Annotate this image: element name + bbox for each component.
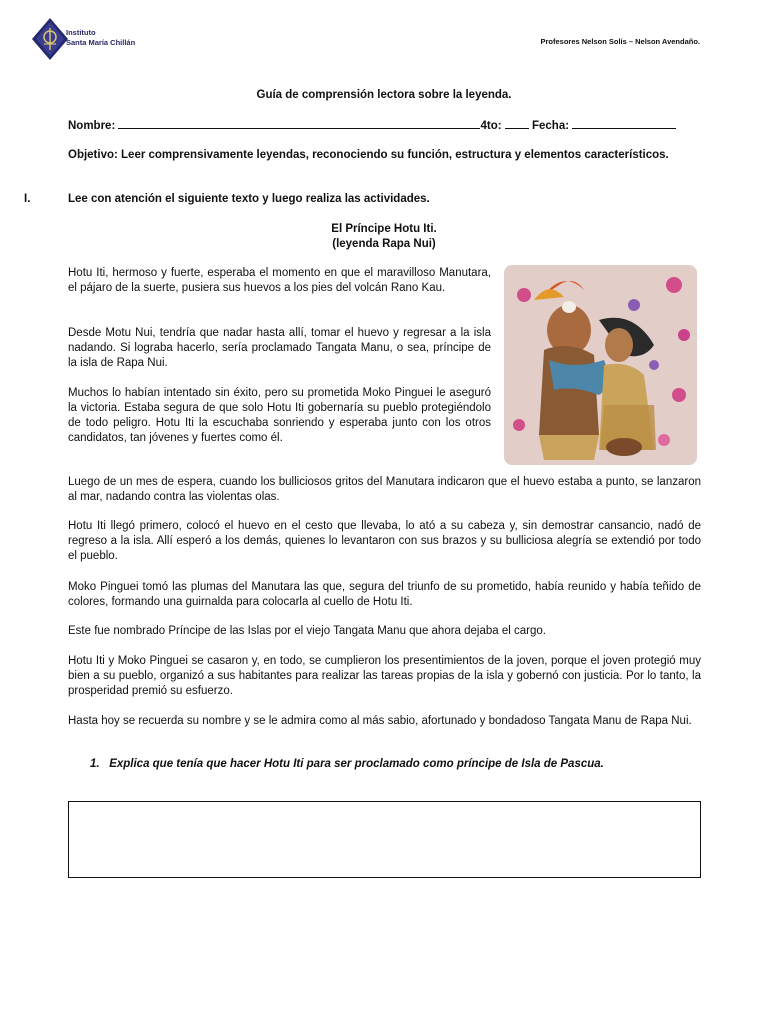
section-number: I. [24, 193, 31, 205]
story-paragraph: Hotu Iti y Moko Pinguei se casaron y, en todo, se cumplieron los presentimientos de la joven, porque el joven protegió muy bien a su pueblo, organizó a sus habitantes para realizar las tareas propias de la isla y gobernó con justicia. Por lo tanto, la prosperidad premió su esfuerzo. [68, 655, 701, 697]
answer-box[interactable] [68, 801, 701, 878]
story-paragraph: Hasta hoy se recuerda su nombre y se le admira como al más sabio, afortunado y bondadoso Tangata Manu de Rapa Nui. [68, 715, 692, 727]
grade-blank[interactable] [505, 118, 529, 129]
objective: Objetivo: Leer comprensivamente leyendas, reconociendo su función, estructura y elementos característicos. [68, 149, 669, 161]
student-info-line [68, 118, 701, 132]
story-paragraph: Hotu Iti, hermoso y fuerte, esperaba el momento en que el maravilloso Manutara, el pájaro de la suerte, pusiera sus huevos a los pies del volcán Rano Kau. [68, 267, 491, 294]
guide-title: Guía de comprensión lectora sobre la leyenda. [256, 89, 512, 101]
story-paragraph: Luego de un mes de espera, cuando los bulliciosos gritos del Manutara indicaron que el huevo estaba a punto, se lanzaron al mar, nadando contra las violentas olas. [68, 476, 701, 503]
story-paragraph: Desde Motu Nui, tendría que nadar hasta allí, tomar el huevo y regresar a la isla nadando. Si lograba hacerlo, sería proclamado Tangata Manu, o sea, príncipe de la isla de Rapa Nui. [68, 327, 491, 369]
story-illustration [504, 265, 697, 465]
story-paragraph: Muchos lo habían intentado sin éxito, pero su prometida Moko Pinguei le aseguró la victoria. Estaba segura de que solo Hotu Iti gobernaría su pueblo protegiéndolo de todo peligro. Hotu Iti la escuchaba sonriendo y esperaba junto con los otros candidatos, tan jóvenes y fuertes como él. [68, 387, 491, 444]
question-1 [90, 758, 604, 770]
story-paragraph: Hotu Iti llegó primero, colocó el huevo en el cesto que llevaba, lo ató a su cabeza y, sin demostrar cansancio, nadó de regreso a la isla. Allí esperó a los demás, quienes lo levantaron con sus brazos y su bulliciosa alegría se extendió por todo el pueblo. [68, 520, 701, 562]
story-heading [0, 222, 768, 252]
grade-label: 4to: [480, 120, 502, 132]
story-title: El Príncipe Hotu Iti. [331, 223, 437, 235]
name-label: Nombre: [68, 120, 116, 132]
story-paragraph: Este fue nombrado Príncipe de las Islas por el viejo Tangata Manu que ahora dejaba el cargo. [68, 625, 546, 637]
name-blank[interactable] [118, 118, 480, 129]
question-text: Explica que tenía que hacer Hotu Iti para ser proclamado como príncipe de Isla de Pascua. [109, 758, 604, 770]
date-label: Fecha: [531, 120, 570, 132]
story-paragraph: Moko Pinguei tomó las plumas del Manutara las que, segura del triunfo de su prometido, había reunido y había teñido de colores, formando una guirnalda para colocarla al cuello de Hotu Iti. [68, 581, 701, 608]
date-blank[interactable] [572, 118, 676, 129]
teachers-header: Profesores Nelson Solís – Nelson Avendaño. [540, 37, 700, 46]
section-instruction: Lee con atención el siguiente texto y luego realiza las actividades. [68, 193, 430, 205]
question-number: 1. [90, 758, 100, 770]
logo-text: Instituto Santa María Chillán [66, 28, 136, 47]
story-subtitle: (leyenda Rapa Nui) [332, 238, 436, 250]
